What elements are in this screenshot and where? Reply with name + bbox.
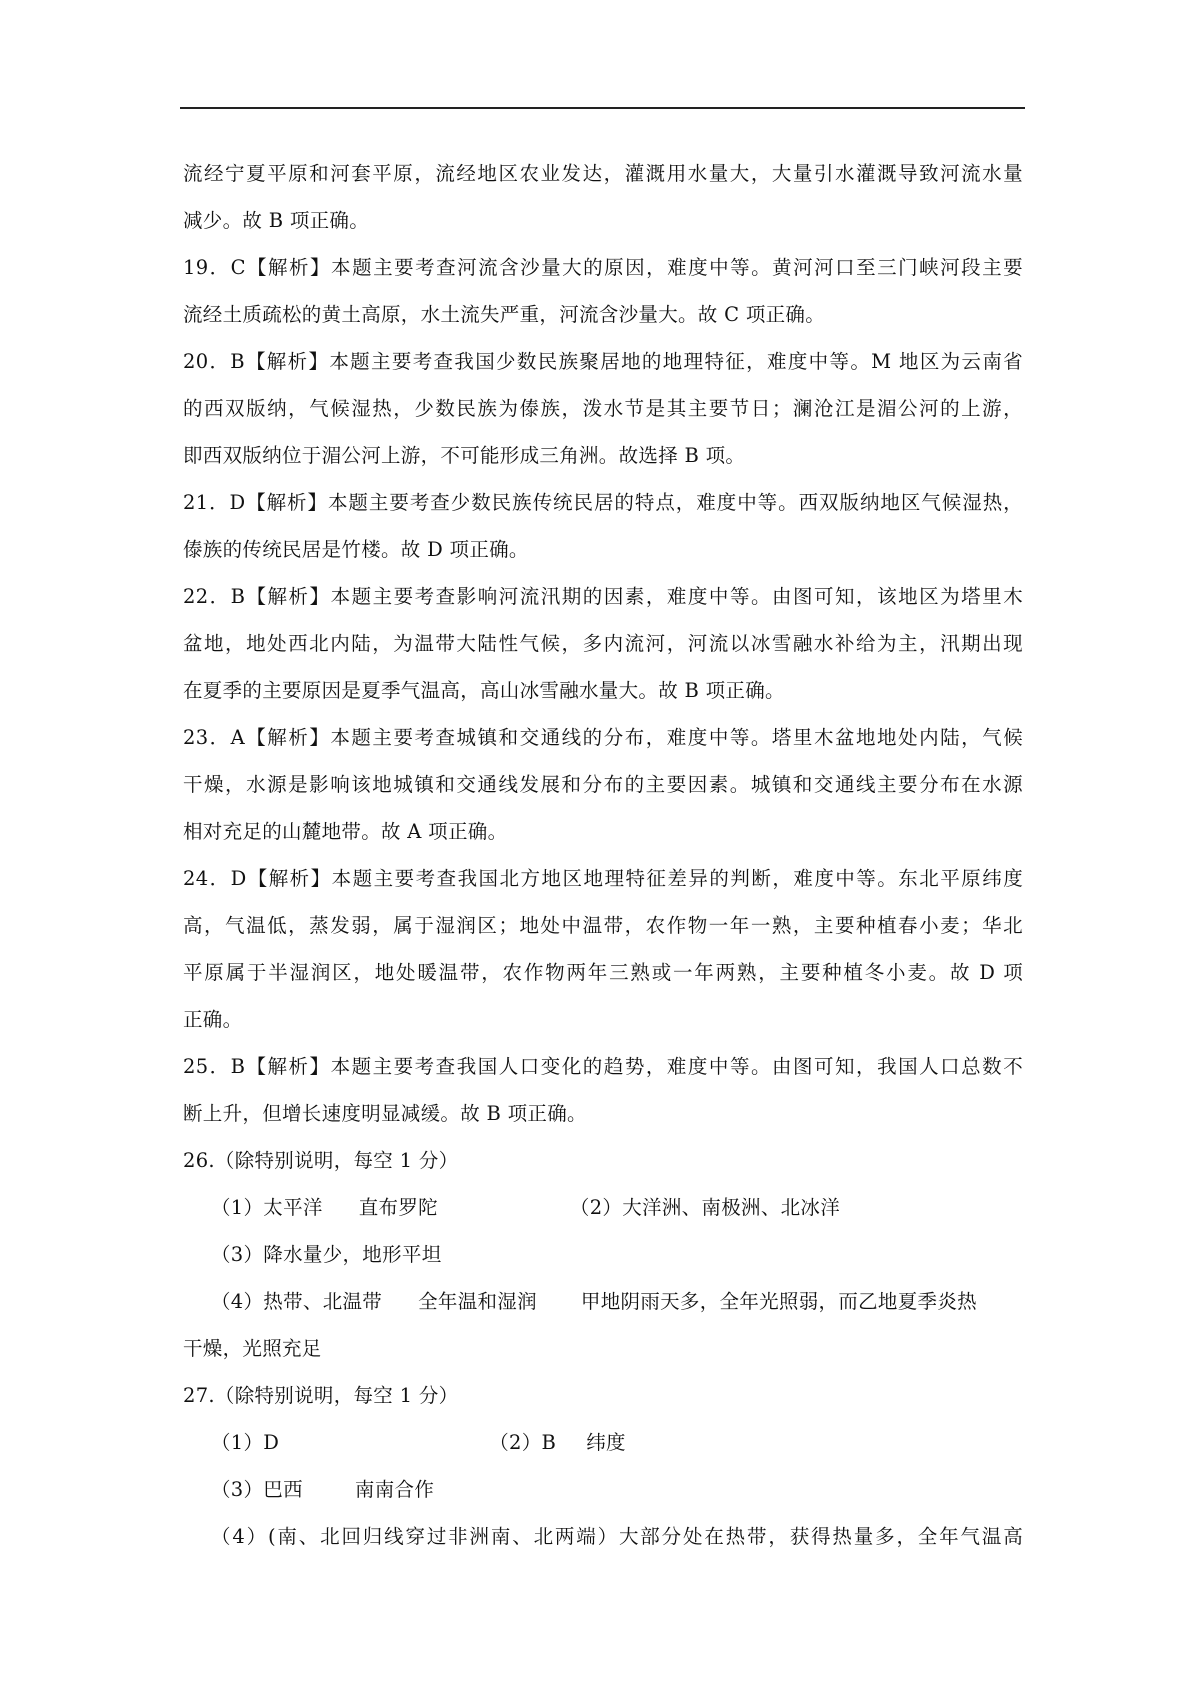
text-line: 盆地，地处西北内陆，为温带大陆性气候，多内流河，河流以冰雪融水补给为主，汛期出现 bbox=[183, 632, 1023, 655]
text-line: 断上升，但增长速度明显减缓。故 B 项正确。 bbox=[183, 1102, 587, 1125]
text-line: 傣族的传统民居是竹楼。故 D 项正确。 bbox=[183, 538, 529, 561]
text-line: 减少。故 B 项正确。 bbox=[183, 209, 370, 232]
text-line: 流经土质疏松的黄土高原，水土流失严重，河流含沙量大。故 C 项正确。 bbox=[183, 303, 826, 326]
q26-a4: （4）热带、北温带 bbox=[211, 1290, 383, 1313]
text-line: 正确。 bbox=[183, 1008, 243, 1031]
q26-a1: （1）太平洋 bbox=[211, 1196, 323, 1219]
answer-content bbox=[183, 150, 1023, 1560]
q27-a3b: 南南合作 bbox=[354, 1478, 435, 1501]
q26-a4c: 甲地阴雨天多，全年光照弱，而乙地夏季炎热 bbox=[580, 1290, 977, 1313]
q27-a1: （1）D bbox=[211, 1431, 280, 1454]
text-line: 20．B【解析】本题主要考查我国少数民族聚居地的地理特征，难度中等。M 地区为云南省 bbox=[183, 350, 1023, 373]
q26-a2: （2）大洋洲、南极洲、北冰洋 bbox=[569, 1196, 841, 1219]
q27-answer-4: （4）(南、北回归线穿过非洲南、北两端）大部分处在热带，获得热量多，全年气温高 bbox=[211, 1525, 1023, 1548]
q26-heading: 26.（除特别说明，每空 1 分） bbox=[183, 1149, 459, 1172]
q26-answer-4 bbox=[183, 1278, 1023, 1325]
text-line: 22．B【解析】本题主要考查影响河流汛期的因素，难度中等。由图可知，该地区为塔里木 bbox=[183, 585, 1023, 608]
q27-a2: （2）B bbox=[489, 1431, 557, 1454]
q26-answer-1-2 bbox=[183, 1184, 1023, 1231]
q27-a2b: 纬度 bbox=[586, 1431, 626, 1454]
q26-answer-3: （3）降水量少，地形平坦 bbox=[211, 1243, 442, 1266]
q27-answer-1-2 bbox=[183, 1419, 1023, 1466]
text-line: 21．D【解析】本题主要考查少数民族传统民居的特点，难度中等。西双版纳地区气候湿热， bbox=[183, 491, 1023, 514]
header-rule bbox=[180, 107, 1025, 109]
text-line: 平原属于半湿润区，地处暖温带，农作物两年三熟或一年两熟，主要种植冬小麦。故 D 项 bbox=[183, 961, 1023, 984]
text-line: 相对充足的山麓地带。故 A 项正确。 bbox=[183, 820, 508, 843]
text-line: 23．A【解析】本题主要考查城镇和交通线的分布，难度中等。塔里木盆地地处内陆，气候 bbox=[183, 726, 1023, 749]
text-line: 的西双版纳，气候湿热，少数民族为傣族，泼水节是其主要节日；澜沧江是湄公河的上游， bbox=[183, 397, 1023, 420]
text-line: 干燥，水源是影响该地城镇和交通线发展和分布的主要因素。城镇和交通线主要分布在水源 bbox=[183, 773, 1023, 796]
q27-heading: 27.（除特别说明，每空 1 分） bbox=[183, 1384, 459, 1407]
text-line: 24．D【解析】本题主要考查我国北方地区地理特征差异的判断，难度中等。东北平原纬度 bbox=[183, 867, 1023, 890]
text-line: 25．B【解析】本题主要考查我国人口变化的趋势，难度中等。由图可知，我国人口总数不 bbox=[183, 1055, 1023, 1078]
q27-answer-3 bbox=[183, 1466, 1023, 1513]
text-line: 在夏季的主要原因是夏季气温高，高山冰雪融水量大。故 B 项正确。 bbox=[183, 679, 785, 702]
q26-answer-4-cont: 干燥，光照充足 bbox=[183, 1337, 322, 1360]
q27-a3: （3）巴西 bbox=[211, 1478, 303, 1501]
text-line: 即西双版纳位于湄公河上游，不可能形成三角洲。故选择 B 项。 bbox=[183, 444, 746, 467]
q26-a1b: 直布罗陀 bbox=[358, 1196, 438, 1219]
text-line: 高，气温低，蒸发弱，属于湿润区；地处中温带，农作物一年一熟，主要种植春小麦；华北 bbox=[183, 914, 1023, 937]
q26-a4b: 全年温和湿润 bbox=[418, 1290, 537, 1313]
text-line: 流经宁夏平原和河套平原，流经地区农业发达，灌溉用水量大，大量引水灌溉导致河流水量 bbox=[183, 162, 1023, 185]
text-line: 19．C【解析】本题主要考查河流含沙量大的原因，难度中等。黄河河口至三门峡河段主要 bbox=[183, 256, 1023, 279]
